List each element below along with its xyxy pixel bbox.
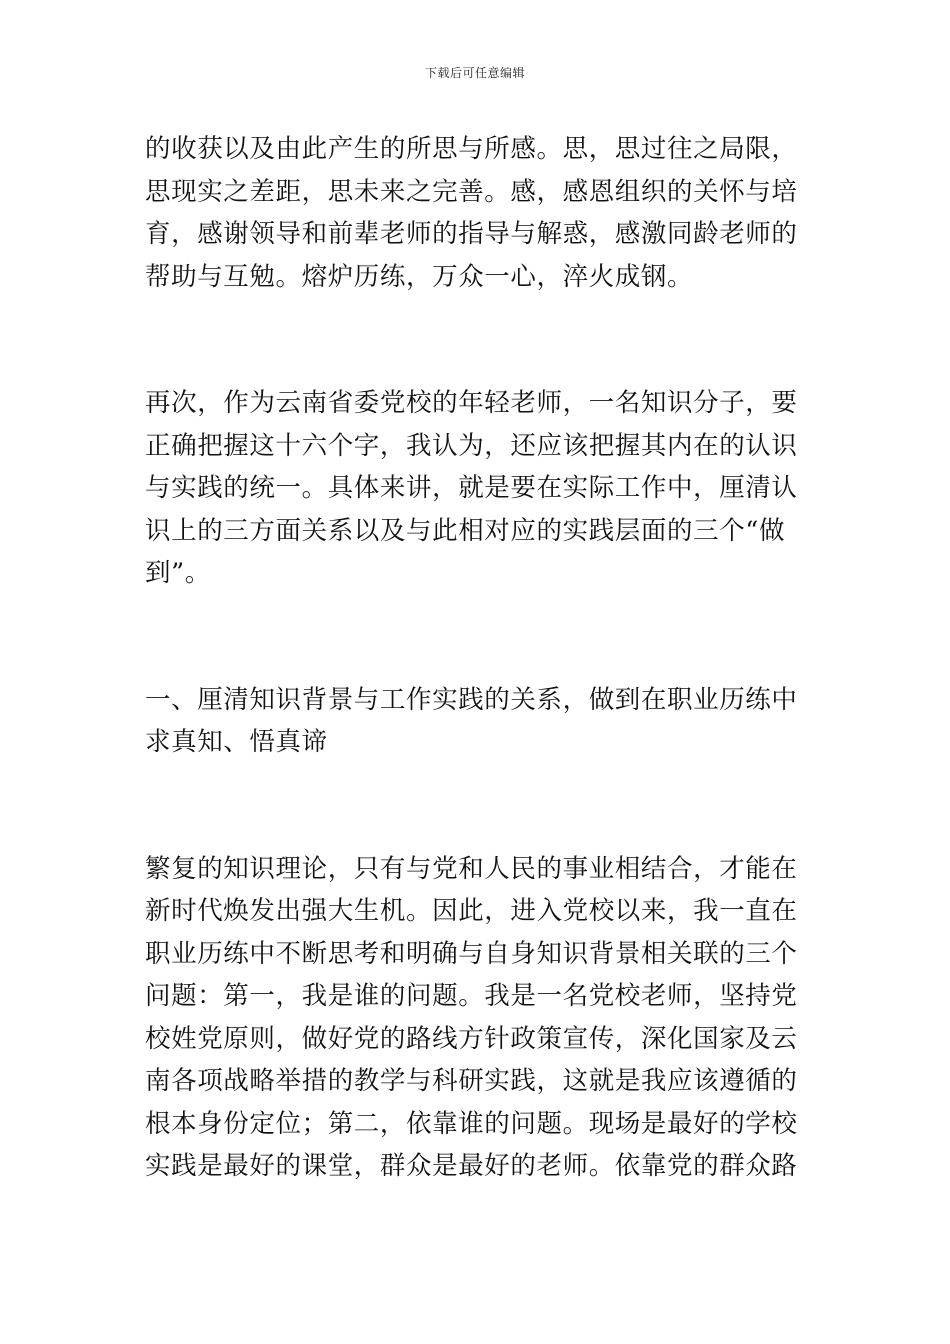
text-line: 南各项战略举措的教学与科研实践，这就是我应该遵循的 xyxy=(145,1066,798,1096)
text-line: 与实践的统一。具体来讲，就是要在实际工作中，厘清认 xyxy=(145,473,798,503)
paragraph-spacer xyxy=(145,595,810,679)
text-line: 正确把握这十六个字，我认为，还应该把握其内在的认识 xyxy=(145,430,798,461)
text-line: 新时代焕发出强大生机。因此，进入党校以来，我一直在 xyxy=(145,896,798,926)
paragraph-reflection-summary xyxy=(145,128,810,298)
text-line: 问题：第一，我是谁的问题。我是一名党校老师，坚持党 xyxy=(145,981,798,1011)
text-line: 的收获以及由此产生的所思与所感。思，思过往之局限， xyxy=(145,134,798,164)
text-line: 职业历练中不断思考和明确与自身知识背景相关联的三个 xyxy=(145,938,798,969)
text-line: 到”。 xyxy=(145,558,211,588)
text-line: 繁复的知识理论，只有与党和人民的事业相结合，才能在 xyxy=(145,853,798,884)
section-heading-one xyxy=(145,679,810,764)
paragraph-spacer xyxy=(145,298,810,382)
paragraph-knowledge-theory xyxy=(145,848,810,1188)
page-header-watermark: 下载后可任意编辑 xyxy=(424,66,525,80)
text-line: 校姓党原则，做好党的路线方针政策宣传，深化国家及云 xyxy=(145,1023,798,1054)
document-body xyxy=(145,128,810,1188)
paragraph-spacer xyxy=(145,764,810,848)
text-line: 再次，作为云南省委党校的年轻老师，一名知识分子，要 xyxy=(145,388,798,418)
text-line: 育，感谢领导和前辈老师的指导与解惑，感激同龄老师的 xyxy=(145,219,798,249)
paragraph-knowledge-practice-unity xyxy=(145,382,810,595)
text-line: 思现实之差距，思未来之完善。感，感恩组织的关怀与培 xyxy=(145,176,798,207)
text-line: 根本身份定位；第二，依靠谁的问题。现场是最好的学校 xyxy=(145,1108,798,1139)
text-line: 一、厘清知识背景与工作实践的关系，做到在职业历练中 xyxy=(145,684,798,715)
text-line: 识上的三方面关系以及与此相对应的实践层面的三个“做 xyxy=(145,515,786,546)
text-line: 求真知、悟真谛 xyxy=(145,727,328,757)
text-line: 帮助与互勉。熔炉历练，万众一心，淬火成钢。 xyxy=(145,261,694,292)
text-line: 实践是最好的课堂，群众是最好的老师。依靠党的群众路 xyxy=(145,1151,798,1181)
